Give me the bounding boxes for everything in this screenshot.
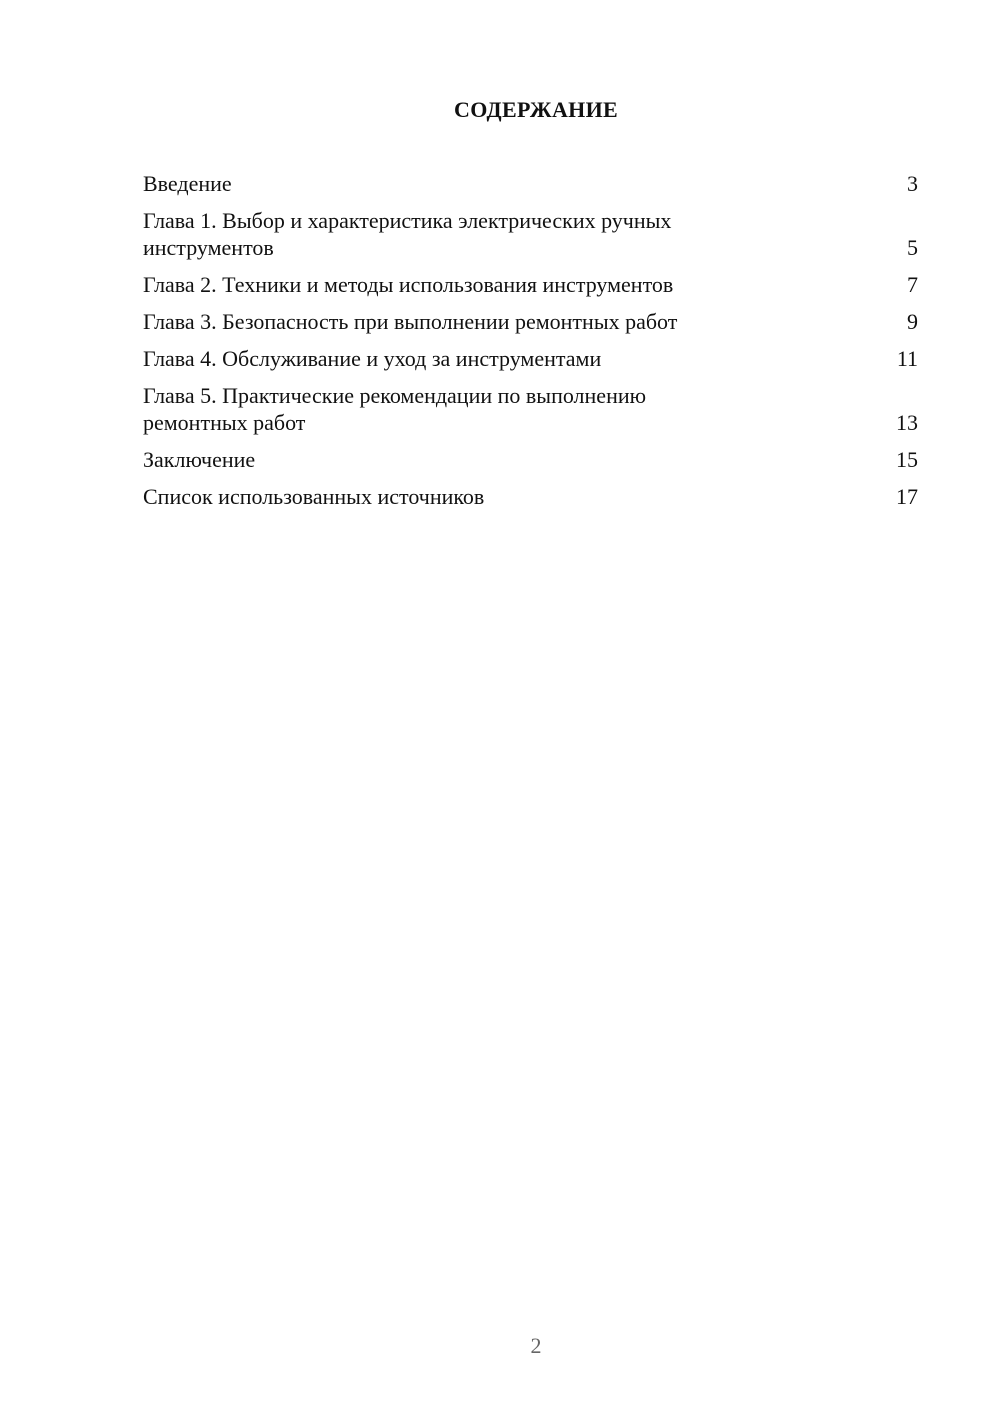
toc-entry-page: 5 (907, 235, 918, 260)
toc-entry-text: Глава 3. Безопасность при выполнении ремонтных работ (143, 309, 678, 334)
page-number: 2 (530, 1333, 542, 1358)
toc-entry-page: 11 (896, 346, 918, 371)
toc-entry-chapter-5 (143, 382, 918, 436)
toc-entry-text: Глава 4. Обслуживание и уход за инструментами (143, 346, 602, 371)
toc-entry-page: 9 (907, 309, 918, 334)
toc-entry-introduction (143, 170, 918, 197)
toc-entry-text: Заключение (143, 447, 256, 472)
toc-entry-text: Введение (143, 171, 232, 196)
toc-entry-text: Список использованных источников (143, 484, 485, 509)
toc-entry-page: 7 (907, 272, 918, 297)
toc-entry-text: Глава 2. Техники и методы использования инструментов (143, 272, 674, 297)
toc-title: СОДЕРЖАНИЕ (454, 97, 618, 122)
toc-entry-text: Глава 5. Практические рекомендации по выполнению ремонтных работ (143, 383, 647, 435)
toc-entry-chapter-1 (143, 207, 918, 261)
toc-entry-chapter-4 (143, 345, 918, 372)
toc-entry-text: Глава 1. Выбор и характеристика электрических ручных инструментов (143, 208, 672, 260)
toc-entry-page: 15 (896, 447, 918, 472)
toc-entry-references (143, 483, 918, 510)
toc-entry-chapter-3 (143, 308, 918, 335)
toc-entry-chapter-2 (143, 271, 918, 298)
toc-entry-page: 3 (907, 171, 918, 196)
toc-entry-page: 13 (896, 410, 918, 435)
table-of-contents (143, 170, 918, 520)
toc-entry-page: 17 (896, 484, 918, 509)
toc-entry-conclusion (143, 446, 918, 473)
